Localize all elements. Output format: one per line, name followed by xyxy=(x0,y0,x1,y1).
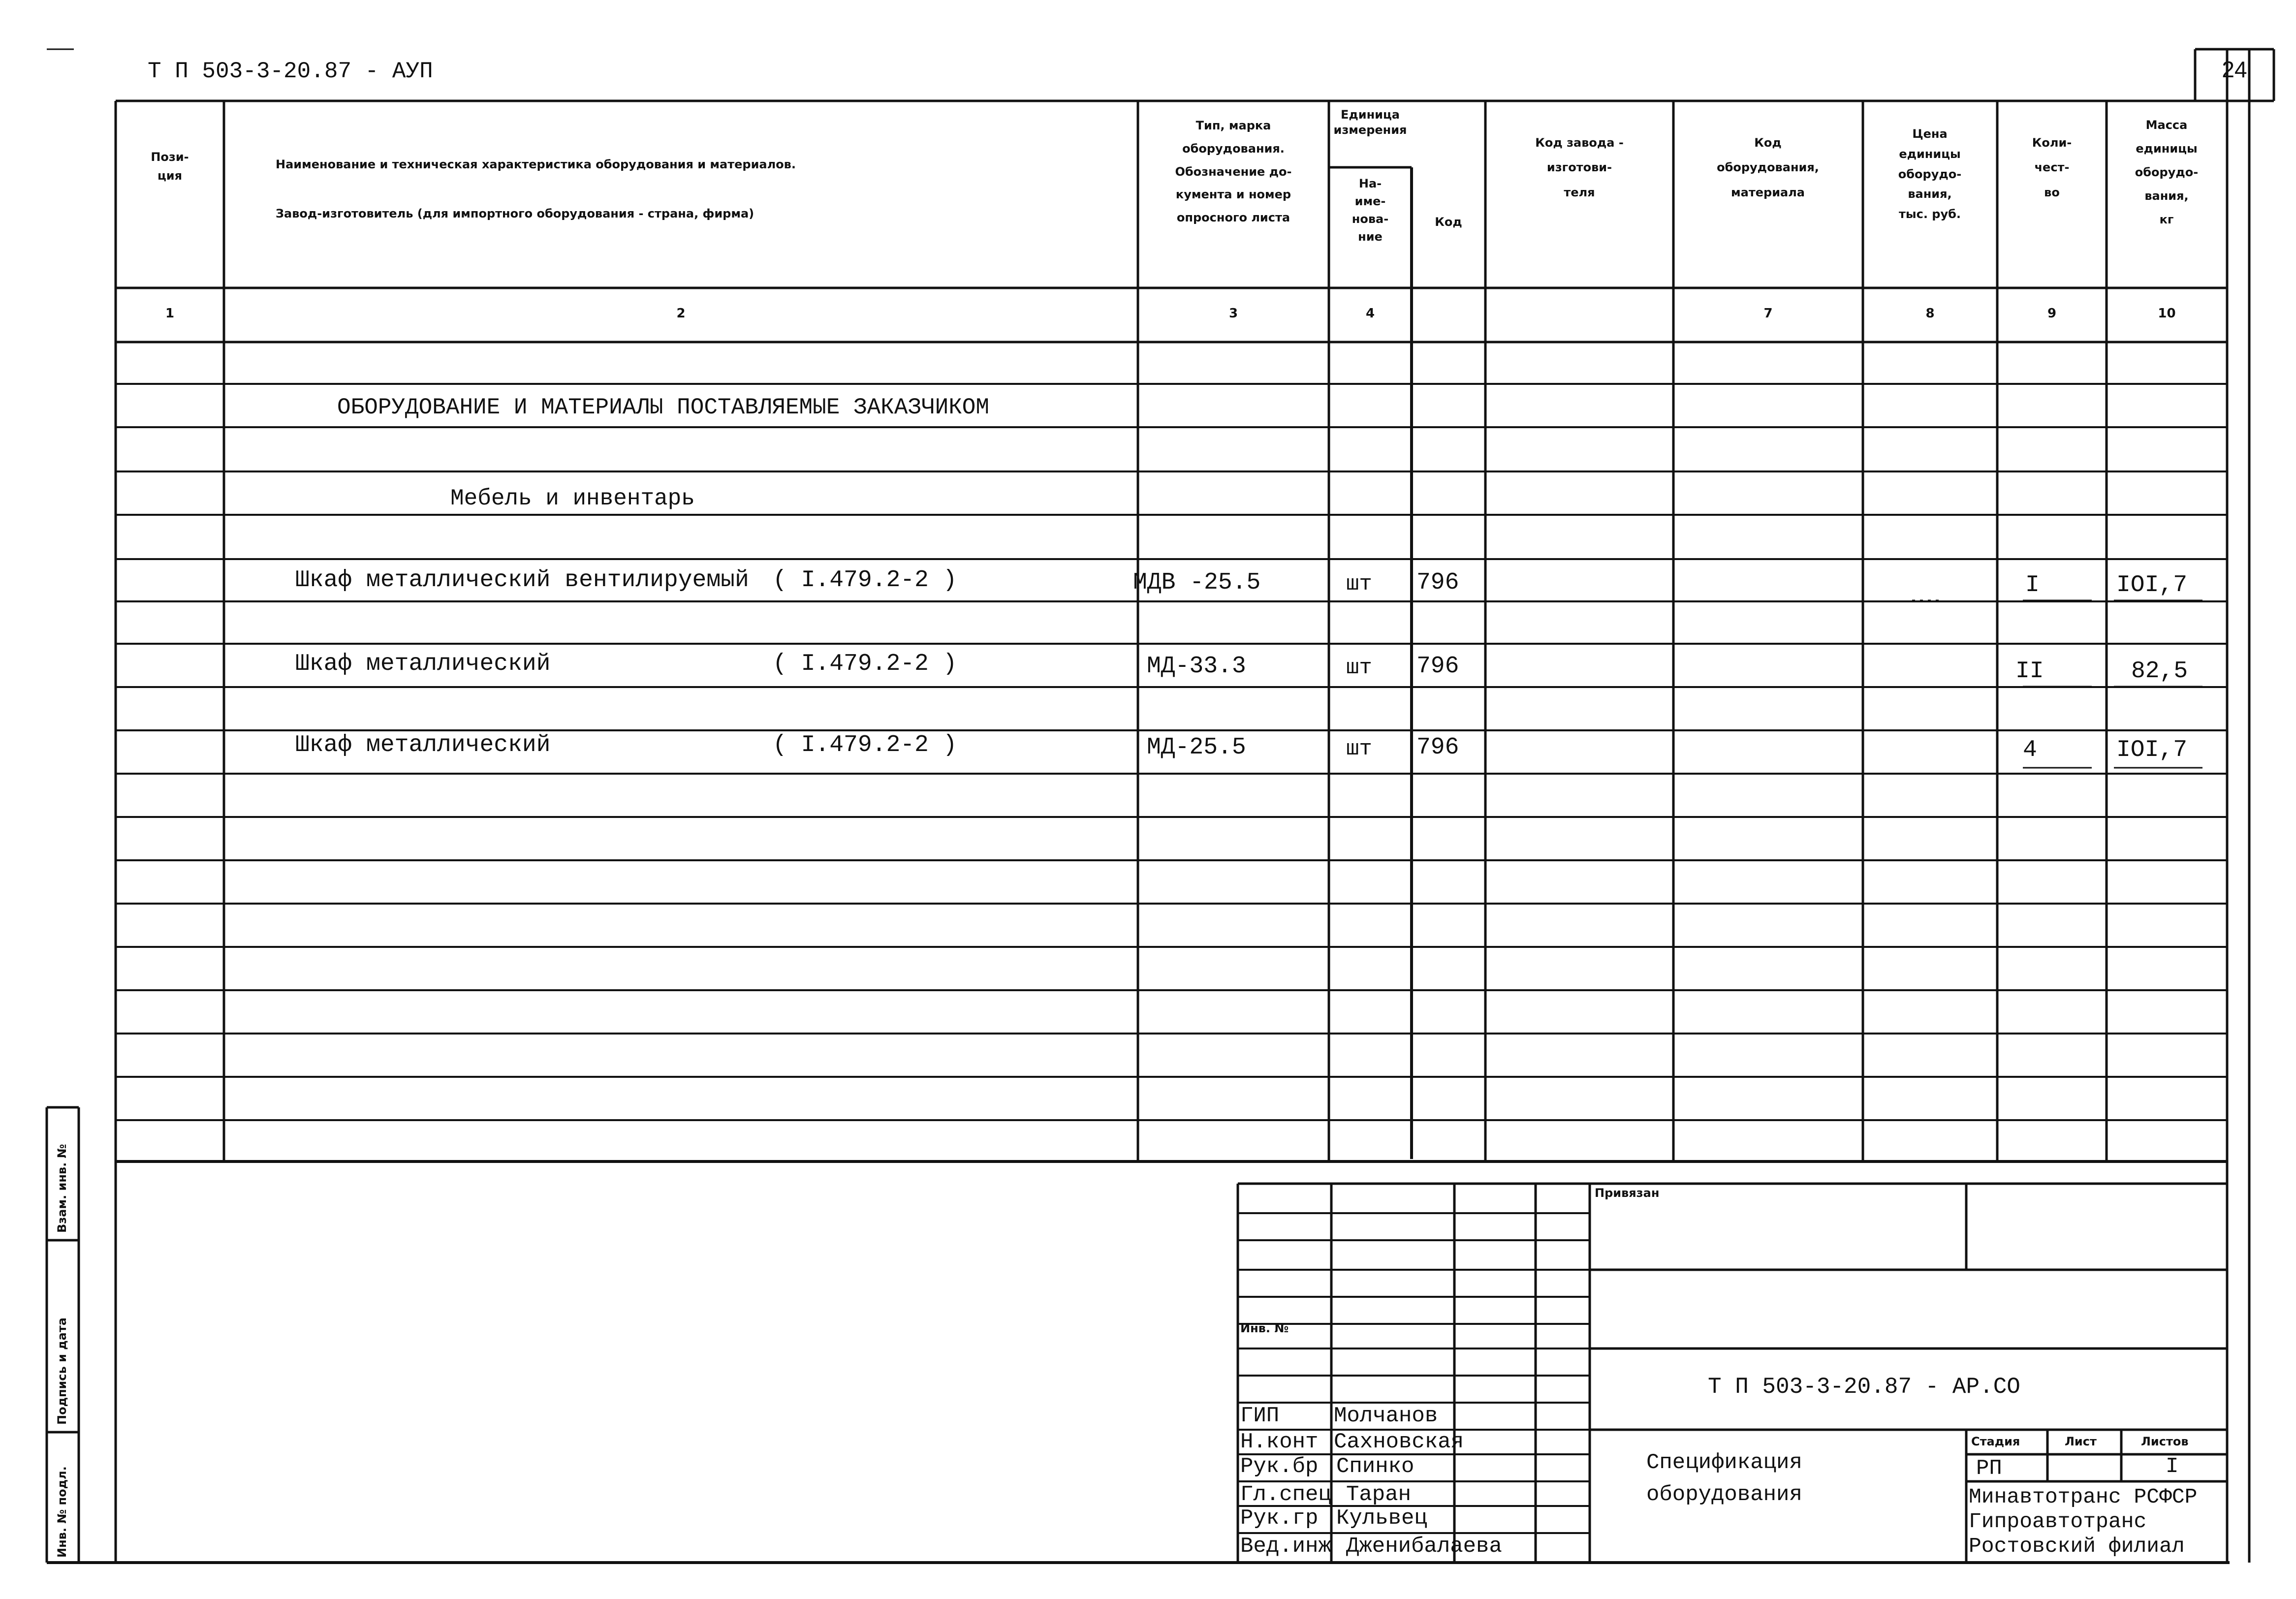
header-unit-name: На- име- нова- ние xyxy=(1352,177,1389,244)
row-1-doc: ( I.479.2-2 ) xyxy=(773,567,957,594)
row-3-name: Шкаф металлический xyxy=(295,732,551,758)
side-label-podpis: Подпись и дата xyxy=(55,1317,69,1425)
row-2-unit: шт xyxy=(1346,656,1372,680)
subsection-title: Мебель и инвентарь xyxy=(450,486,695,511)
side-label-inv-podl: Инв. № подл. xyxy=(55,1466,69,1558)
inv-no-label: Инв. № xyxy=(1240,1321,1289,1335)
sheets-value: I xyxy=(2166,1454,2179,1479)
row-2-name: Шкаф металлический xyxy=(295,651,551,677)
header-type: Тип, марка оборудования. Обозначение до- кумента и номер опросного листа xyxy=(1175,119,1292,225)
header-position: Пози- ция xyxy=(151,150,189,183)
role-name: Спинко xyxy=(1336,1454,1415,1479)
header-factory-code: Код завода - изготови- теля xyxy=(1535,136,1624,199)
role-label: ГИП xyxy=(1240,1404,1280,1428)
org-line3: Ростовский филиал xyxy=(1969,1534,2185,1558)
document-code: Т П 503-3-20.87 - АУП xyxy=(148,59,433,84)
column-number: 7 xyxy=(1763,306,1773,321)
role-label: Рук.бр xyxy=(1240,1454,1319,1479)
column-number: 10 xyxy=(2158,306,2176,321)
role-name: Кульвец xyxy=(1336,1506,1427,1531)
side-label-vzam: Взам. инв. № xyxy=(55,1144,69,1233)
role-label: Вед.инж xyxy=(1240,1534,1331,1559)
header-quantity: Коли- чест- во xyxy=(2032,136,2072,199)
column-number: 3 xyxy=(1228,306,1238,321)
doc-title-line2: оборудования xyxy=(1646,1482,1802,1507)
row-1-code: 796 xyxy=(1416,569,1459,596)
column-number: 1 xyxy=(165,306,175,321)
header-unit-group: Единица измерения xyxy=(1333,108,1407,137)
title-doc-code: Т П 503-3-20.87 - АР.СО xyxy=(1708,1374,2020,1400)
role-name: Дженибалаева xyxy=(1346,1534,1502,1559)
row-1-type: МДВ -25.5 xyxy=(1133,569,1261,596)
role-name: Сахновская xyxy=(1334,1430,1464,1454)
row-3-doc: ( I.479.2-2 ) xyxy=(773,732,957,758)
role-name: Таран xyxy=(1346,1482,1412,1507)
row-2-mass: 82,5 xyxy=(2131,658,2188,685)
header-unit-code: Код xyxy=(1435,215,1462,229)
row-3-mass: IOI,7 xyxy=(2116,737,2188,763)
header-name-line1: Наименование и техническая характеристика оборудования и материалов. xyxy=(276,157,796,171)
row-3-type: МД-25.5 xyxy=(1147,734,1246,761)
sheets-label: Листов xyxy=(2141,1435,2189,1448)
stage-label: Стадия xyxy=(1971,1435,2020,1448)
role-label: Н.конт xyxy=(1240,1430,1319,1454)
row-3-quantity: 4 xyxy=(2023,737,2037,763)
row-2-code: 796 xyxy=(1416,653,1459,680)
role-name: Молчанов xyxy=(1334,1404,1438,1428)
header-price: Цена единицы оборудо- вания, тыс. руб. xyxy=(1898,127,1962,221)
stage-value: РП xyxy=(1976,1456,2002,1481)
row-2-doc: ( I.479.2-2 ) xyxy=(773,651,957,677)
column-number: 8 xyxy=(1925,306,1935,321)
header-equipment-code: Код оборудования, материала xyxy=(1717,136,1819,199)
doc-title-line1: Спецификация xyxy=(1646,1450,1802,1475)
row-1-name: Шкаф металлический вентилируемый xyxy=(295,567,749,594)
row-3-code: 796 xyxy=(1416,734,1459,761)
role-label: Гл.спец xyxy=(1240,1482,1331,1507)
row-3-unit: шт xyxy=(1346,737,1372,761)
column-number: 2 xyxy=(676,306,686,321)
org-line2: Гипроавтотранс xyxy=(1969,1509,2147,1534)
row-1-mass: IOI,7 xyxy=(2116,572,2188,598)
header-mass: Масса единицы оборудо- вания, кг xyxy=(2135,118,2199,226)
column-number: 9 xyxy=(2047,306,2057,321)
org-line1: Минавтотранс РСФСР xyxy=(1969,1485,2198,1509)
role-label: Рук.гр xyxy=(1240,1506,1319,1531)
sheet-label: Лист xyxy=(2065,1435,2097,1448)
row-1-unit: шт xyxy=(1346,572,1372,596)
row-2-quantity: II xyxy=(2015,658,2044,685)
column-number: 4 xyxy=(1365,306,1375,321)
privyazan-label: Привязан xyxy=(1595,1186,1660,1200)
row-2-type: МД-33.3 xyxy=(1147,653,1246,680)
header-name-line2: Завод-изготовитель (для импортного оборудования - страна, фирма) xyxy=(276,207,755,220)
sheet-number: 24 xyxy=(2222,57,2247,82)
row-1-quantity: I xyxy=(2025,572,2040,598)
section-title: ОБОРУДОВАНИЕ И МАТЕРИАЛЫ ПОСТАВЛЯЕМЫЕ ЗАКАЗЧИКОМ xyxy=(337,395,990,420)
